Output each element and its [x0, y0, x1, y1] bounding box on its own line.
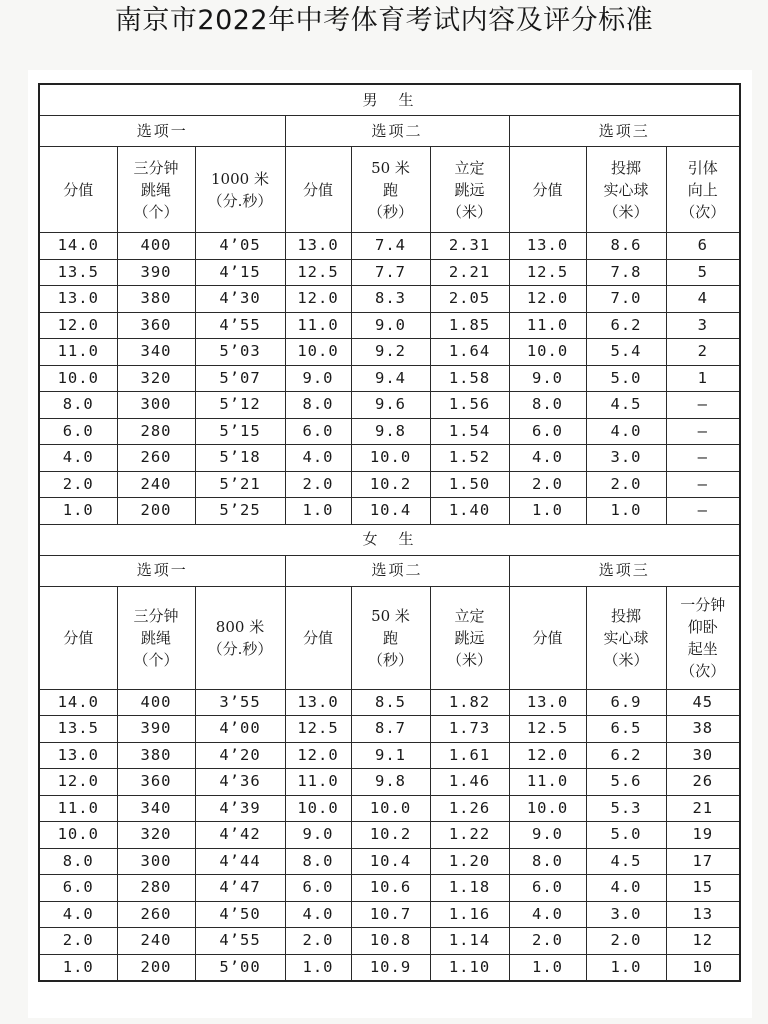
table-cell: – [666, 418, 740, 445]
table-cell: 10.6 [351, 875, 430, 902]
table-row [39, 312, 740, 339]
table-row [39, 742, 740, 769]
table-cell: 2.0 [285, 928, 351, 955]
table-cell: 1.0 [509, 498, 586, 525]
table-cell: 8.0 [509, 392, 586, 419]
table-cell: 1.82 [430, 689, 509, 716]
table-cell: 15 [666, 875, 740, 902]
table-cell: 4.0 [39, 901, 117, 928]
table-cell: 13.5 [39, 259, 117, 286]
table-cell: 1.0 [39, 954, 117, 981]
option-label: 选项二 [285, 116, 509, 147]
table-cell: 4’15 [195, 259, 285, 286]
table-cell: 4’00 [195, 716, 285, 743]
column-header-line: 向上 [687, 180, 718, 199]
boys-options-row [39, 116, 740, 147]
table-cell: 10 [666, 954, 740, 981]
table-cell: 13.5 [39, 716, 117, 743]
boys-section-header [39, 84, 740, 116]
table-cell: 13.0 [285, 233, 351, 260]
column-header-line: （分.秒） [207, 191, 273, 210]
table-row [39, 848, 740, 875]
column-header-line: 三分钟 [133, 158, 179, 177]
column-header-line: （米） [446, 650, 492, 669]
table-cell: 1.52 [430, 445, 509, 472]
table-cell: 4.0 [285, 445, 351, 472]
table-cell: 2.31 [430, 233, 509, 260]
table-cell: 2.0 [39, 471, 117, 498]
girls-options-row [39, 555, 740, 586]
column-header-line: （米） [603, 202, 649, 221]
table-cell: 1.20 [430, 848, 509, 875]
table-cell: 13.0 [285, 689, 351, 716]
table-cell: 4.5 [586, 392, 666, 419]
table-cell: 5.0 [586, 365, 666, 392]
table-cell: 12.5 [285, 259, 351, 286]
table-row [39, 471, 740, 498]
column-header-line: 50 米 [371, 158, 410, 177]
table-cell: 9.0 [285, 822, 351, 849]
column-header [509, 586, 586, 689]
table-cell: 10.0 [509, 339, 586, 366]
table-cell: 6.0 [39, 875, 117, 902]
column-header-line: 立定 [454, 606, 485, 625]
table-cell: 12.0 [285, 286, 351, 313]
table-cell: 6.0 [509, 875, 586, 902]
table-cell: 14.0 [39, 233, 117, 260]
table-cell: 1.61 [430, 742, 509, 769]
table-cell: 8.5 [351, 689, 430, 716]
table-cell: 9.4 [351, 365, 430, 392]
table-cell: 12.5 [509, 716, 586, 743]
table-cell: 4’42 [195, 822, 285, 849]
table-cell: 10.9 [351, 954, 430, 981]
table-cell: 1.0 [285, 954, 351, 981]
girls-section-header [39, 524, 740, 555]
page-title: 南京市2022年中考体育考试内容及评分标准 [114, 5, 654, 36]
column-header-line: （次） [680, 202, 726, 221]
girls-label: 女 生 [39, 524, 740, 555]
table-cell: 1.64 [430, 339, 509, 366]
table-cell: – [666, 392, 740, 419]
table-cell: 400 [117, 233, 195, 260]
table-cell: 4’47 [195, 875, 285, 902]
table-cell: 6.0 [39, 418, 117, 445]
table-cell: 9.1 [351, 742, 430, 769]
table-row [39, 769, 740, 796]
table-cell: 11.0 [509, 312, 586, 339]
column-header-line: 分值 [532, 180, 563, 199]
table-row [39, 339, 740, 366]
table-cell: 8.7 [351, 716, 430, 743]
column-header-line: 跳绳 [140, 180, 171, 199]
table-cell: 11.0 [39, 795, 117, 822]
column-header-line: 跳绳 [140, 628, 171, 647]
table-cell: 6.0 [285, 418, 351, 445]
table-cell: 390 [117, 716, 195, 743]
table-cell: 300 [117, 848, 195, 875]
table-cell: 2.0 [285, 471, 351, 498]
column-header-line: 实心球 [603, 180, 649, 199]
column-header [195, 586, 285, 689]
table-cell: 14.0 [39, 689, 117, 716]
score-table [38, 83, 741, 982]
table-cell: – [666, 471, 740, 498]
table-cell: 340 [117, 795, 195, 822]
column-header-line: 50 米 [371, 606, 410, 625]
column-header-line: 实心球 [603, 628, 649, 647]
table-cell: 4.0 [509, 901, 586, 928]
table-cell: 9.8 [351, 769, 430, 796]
table-cell: 5.3 [586, 795, 666, 822]
table-cell: 1.54 [430, 418, 509, 445]
table-cell: 5’18 [195, 445, 285, 472]
table-cell: 1.58 [430, 365, 509, 392]
table-cell: 4’44 [195, 848, 285, 875]
table-cell: 7.8 [586, 259, 666, 286]
table-cell: 9.0 [351, 312, 430, 339]
table-cell: 380 [117, 286, 195, 313]
table-cell: 5.6 [586, 769, 666, 796]
table-row [39, 875, 740, 902]
table-cell: 13.0 [509, 233, 586, 260]
table-cell: 4’30 [195, 286, 285, 313]
table-cell: 12.0 [39, 312, 117, 339]
option-label: 选项二 [285, 555, 509, 586]
option-label: 选项一 [39, 116, 285, 147]
table-cell: 5’15 [195, 418, 285, 445]
table-cell: 6.5 [586, 716, 666, 743]
column-header [430, 147, 509, 233]
column-header [195, 147, 285, 233]
table-cell: 5 [666, 259, 740, 286]
table-row [39, 259, 740, 286]
table-cell: 30 [666, 742, 740, 769]
table-cell: 3’55 [195, 689, 285, 716]
column-header-line: （个） [133, 650, 179, 669]
table-row [39, 954, 740, 981]
table-cell: 10.0 [285, 795, 351, 822]
table-cell: 4.0 [509, 445, 586, 472]
column-header-line: 分值 [532, 628, 563, 647]
option-label: 选项一 [39, 555, 285, 586]
table-cell: 1.0 [39, 498, 117, 525]
table-cell: 10.0 [285, 339, 351, 366]
column-header-line: 分值 [63, 180, 94, 199]
table-cell: 10.4 [351, 498, 430, 525]
table-cell: 4’55 [195, 928, 285, 955]
girls-column-headers [39, 586, 740, 689]
table-cell: 12 [666, 928, 740, 955]
table-cell: 360 [117, 312, 195, 339]
column-header [586, 586, 666, 689]
table-cell: 1.14 [430, 928, 509, 955]
table-cell: 12.5 [509, 259, 586, 286]
table-cell: 2.05 [430, 286, 509, 313]
table-cell: 3.0 [586, 445, 666, 472]
column-header-line: 跳远 [454, 180, 485, 199]
table-cell: 6.0 [509, 418, 586, 445]
table-cell: 5.0 [586, 822, 666, 849]
table-cell: 9.2 [351, 339, 430, 366]
table-cell: 1.0 [285, 498, 351, 525]
table-cell: 8.0 [39, 392, 117, 419]
table-row [39, 689, 740, 716]
table-cell: 26 [666, 769, 740, 796]
table-cell: 200 [117, 954, 195, 981]
table-cell: 1.10 [430, 954, 509, 981]
table-cell: 1.18 [430, 875, 509, 902]
table-cell: 2.0 [509, 928, 586, 955]
table-cell: 300 [117, 392, 195, 419]
table-cell: 3.0 [586, 901, 666, 928]
table-cell: 2 [666, 339, 740, 366]
table-cell: 10.8 [351, 928, 430, 955]
column-header [285, 147, 351, 233]
column-header-line: 投掷 [610, 606, 641, 625]
column-header-line: 起坐 [687, 639, 718, 658]
table-row [39, 392, 740, 419]
table-cell: 12.0 [285, 742, 351, 769]
table-cell: 38 [666, 716, 740, 743]
table-cell: 2.0 [586, 471, 666, 498]
table-cell: 7.4 [351, 233, 430, 260]
table-cell: 6.0 [285, 875, 351, 902]
table-cell: 4’20 [195, 742, 285, 769]
table-cell: 21 [666, 795, 740, 822]
table-cell: 1.73 [430, 716, 509, 743]
table-cell: 4’36 [195, 769, 285, 796]
table-cell: 9.8 [351, 418, 430, 445]
boys-label: 男 生 [39, 84, 740, 116]
table-cell: 13 [666, 901, 740, 928]
table-cell: 4’05 [195, 233, 285, 260]
column-header-line: 1000 米 [211, 169, 269, 188]
table-cell: 45 [666, 689, 740, 716]
column-header [586, 147, 666, 233]
table-cell: 2.21 [430, 259, 509, 286]
table-cell: 5.4 [586, 339, 666, 366]
table-cell: 12.0 [39, 769, 117, 796]
column-header-line: 跑 [382, 180, 398, 199]
table-cell: 9.0 [285, 365, 351, 392]
column-header-line: 跑 [382, 628, 398, 647]
column-header [430, 586, 509, 689]
table-cell: 4.0 [586, 418, 666, 445]
table-cell: 340 [117, 339, 195, 366]
table-row [39, 233, 740, 260]
column-header [117, 586, 195, 689]
table-cell: – [666, 498, 740, 525]
column-header [666, 147, 740, 233]
table-cell: 9.0 [509, 822, 586, 849]
column-header-line: （次） [680, 661, 726, 680]
column-header-line: 引体 [687, 158, 718, 177]
table-cell: 10.0 [351, 795, 430, 822]
table-cell: 1.50 [430, 471, 509, 498]
column-header [351, 147, 430, 233]
table-row [39, 365, 740, 392]
score-table-body [39, 84, 740, 981]
table-cell: 12.5 [285, 716, 351, 743]
table-cell: 6.2 [586, 312, 666, 339]
table-cell: 4’55 [195, 312, 285, 339]
table-cell: 10.2 [351, 822, 430, 849]
table-cell: 1.0 [509, 954, 586, 981]
table-cell: 19 [666, 822, 740, 849]
table-cell: 280 [117, 418, 195, 445]
table-cell: 1.0 [586, 498, 666, 525]
table-cell: 5’03 [195, 339, 285, 366]
column-header [39, 586, 117, 689]
table-cell: 1.85 [430, 312, 509, 339]
table-cell: 280 [117, 875, 195, 902]
table-cell: 4’50 [195, 901, 285, 928]
table-cell: 5’00 [195, 954, 285, 981]
column-header-line: 立定 [454, 158, 485, 177]
table-cell: 1.0 [586, 954, 666, 981]
table-cell: 8.0 [509, 848, 586, 875]
table-row [39, 716, 740, 743]
table-row [39, 498, 740, 525]
table-row [39, 901, 740, 928]
column-header-line: （米） [603, 650, 649, 669]
table-cell: 13.0 [39, 742, 117, 769]
column-header [351, 586, 430, 689]
table-cell: 1.26 [430, 795, 509, 822]
table-row [39, 795, 740, 822]
column-header-line: 仰卧 [687, 617, 718, 636]
table-cell: 5’12 [195, 392, 285, 419]
table-cell: 5’25 [195, 498, 285, 525]
table-cell: 7.0 [586, 286, 666, 313]
table-cell: 4.0 [285, 901, 351, 928]
column-header-line: 800 米 [215, 617, 265, 636]
table-cell: 7.7 [351, 259, 430, 286]
column-header-line: （秒） [367, 650, 413, 669]
table-cell: 1.56 [430, 392, 509, 419]
table-cell: 8.6 [586, 233, 666, 260]
table-cell: 240 [117, 928, 195, 955]
column-header [117, 147, 195, 233]
table-cell: 200 [117, 498, 195, 525]
table-cell: 10.2 [351, 471, 430, 498]
table-row [39, 928, 740, 955]
table-cell: 17 [666, 848, 740, 875]
table-cell: 2.0 [586, 928, 666, 955]
column-header-line: 投掷 [610, 158, 641, 177]
table-cell: 6 [666, 233, 740, 260]
table-cell: 8.0 [285, 392, 351, 419]
table-cell: 10.4 [351, 848, 430, 875]
column-header [666, 586, 740, 689]
column-header-line: （秒） [367, 202, 413, 221]
column-header [509, 147, 586, 233]
table-cell: 260 [117, 445, 195, 472]
table-cell: 12.0 [509, 742, 586, 769]
table-cell: 1.40 [430, 498, 509, 525]
column-header-line: 三分钟 [133, 606, 179, 625]
table-cell: 6.9 [586, 689, 666, 716]
boys-column-headers [39, 147, 740, 233]
table-cell: 1.16 [430, 901, 509, 928]
column-header-line: （米） [446, 202, 492, 221]
table-cell: 4.0 [39, 445, 117, 472]
table-cell: 1.22 [430, 822, 509, 849]
column-header [285, 586, 351, 689]
table-cell: 10.0 [39, 822, 117, 849]
score-sheet [28, 70, 752, 1018]
column-header-line: （分.秒） [207, 639, 273, 658]
table-cell: 13.0 [509, 689, 586, 716]
table-cell: 12.0 [509, 286, 586, 313]
table-cell: 5’07 [195, 365, 285, 392]
table-cell: 4.0 [586, 875, 666, 902]
option-label: 选项三 [509, 555, 740, 586]
table-cell: 9.0 [509, 365, 586, 392]
table-row [39, 286, 740, 313]
table-cell: 10.7 [351, 901, 430, 928]
table-cell: 13.0 [39, 286, 117, 313]
column-header-line: 分值 [302, 180, 333, 199]
table-cell: 380 [117, 742, 195, 769]
table-cell: 400 [117, 689, 195, 716]
table-row [39, 418, 740, 445]
table-cell: 2.0 [39, 928, 117, 955]
column-header-line: 跳远 [454, 628, 485, 647]
table-cell: 6.2 [586, 742, 666, 769]
table-cell: – [666, 445, 740, 472]
table-cell: 390 [117, 259, 195, 286]
column-header-line: 分值 [63, 628, 94, 647]
table-cell: 360 [117, 769, 195, 796]
table-cell: 8.3 [351, 286, 430, 313]
column-header-line: 分值 [302, 628, 333, 647]
table-cell: 4’39 [195, 795, 285, 822]
table-cell: 11.0 [39, 339, 117, 366]
table-cell: 240 [117, 471, 195, 498]
option-label: 选项三 [509, 116, 740, 147]
table-cell: 2.0 [509, 471, 586, 498]
table-row [39, 445, 740, 472]
table-cell: 11.0 [285, 312, 351, 339]
table-cell: 5’21 [195, 471, 285, 498]
table-cell: 320 [117, 822, 195, 849]
table-cell: 8.0 [285, 848, 351, 875]
table-cell: 1 [666, 365, 740, 392]
table-cell: 320 [117, 365, 195, 392]
table-cell: 4 [666, 286, 740, 313]
column-header [39, 147, 117, 233]
table-cell: 10.0 [351, 445, 430, 472]
table-cell: 3 [666, 312, 740, 339]
table-cell: 8.0 [39, 848, 117, 875]
table-cell: 10.0 [509, 795, 586, 822]
table-row [39, 822, 740, 849]
table-cell: 4.5 [586, 848, 666, 875]
table-cell: 11.0 [285, 769, 351, 796]
table-cell: 9.6 [351, 392, 430, 419]
table-cell: 11.0 [509, 769, 586, 796]
column-header-line: 一分钟 [680, 595, 726, 614]
table-cell: 10.0 [39, 365, 117, 392]
column-header-line: （个） [133, 202, 179, 221]
table-cell: 1.46 [430, 769, 509, 796]
table-cell: 260 [117, 901, 195, 928]
